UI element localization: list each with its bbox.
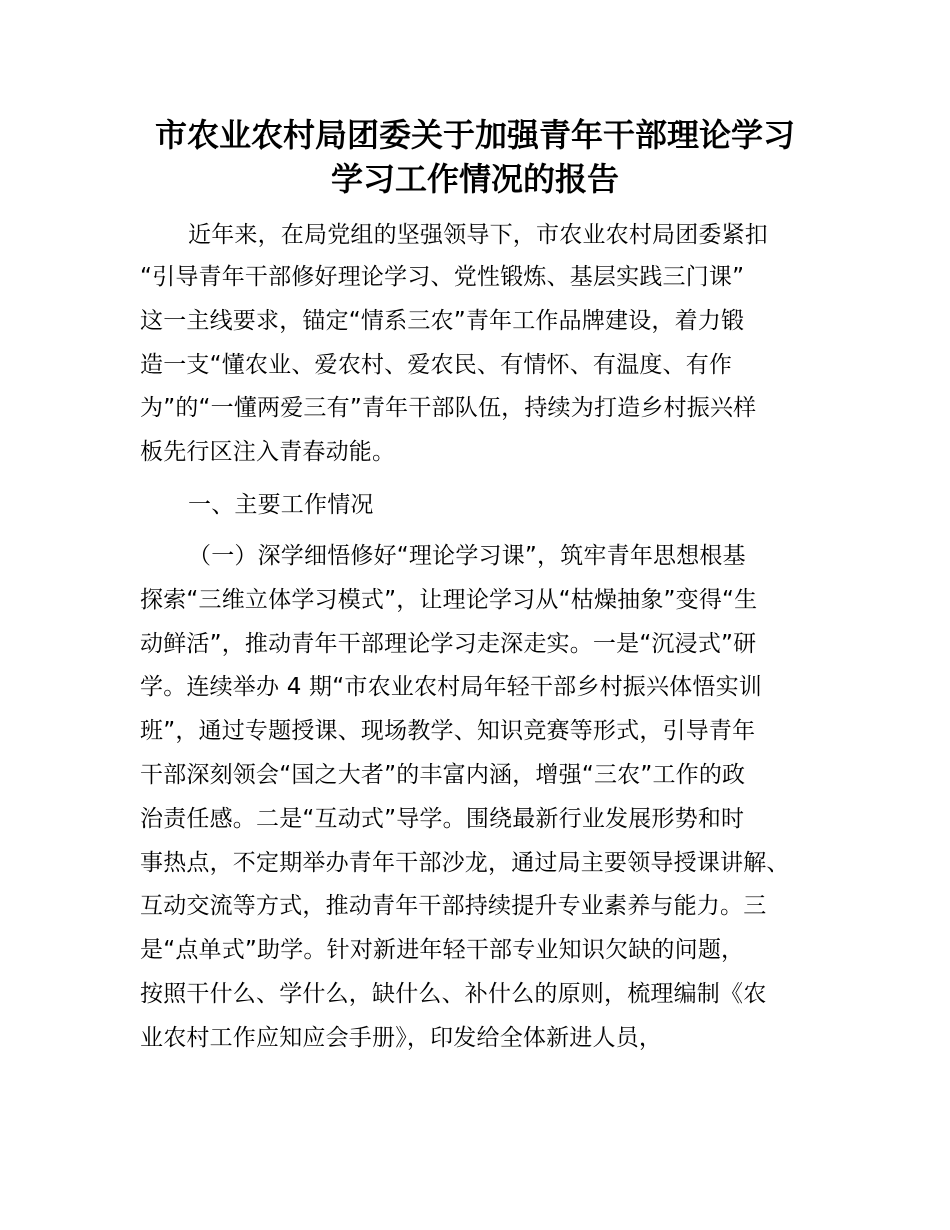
- intro-line-2: “引导青年干部修好理论学习、党性锻炼、基层实践三门课”: [140, 264, 745, 290]
- sub1-line-1: （一）深学细悟修好“理论学习课”，筑牢青年思想根基: [188, 543, 746, 569]
- sub1-line-11: 按照干什么、学什么，缺什么、补什么的原则，梳理编制《农: [140, 981, 767, 1007]
- sub1-line-12: 业农村工作应知应会手册》，印发给全体新进人员，: [140, 1025, 663, 1051]
- intro-line-3: 这一主线要求，锚定“情系三农”青年工作品牌建设，着力锻: [140, 308, 745, 334]
- section-heading: 一、主要工作情况: [188, 492, 374, 518]
- sub1-line-3: 动鲜活”，推动青年干部理论学习走深走实。一是“沉浸式”研: [140, 631, 757, 657]
- sub1-line-2: 探索“三维立体学习模式”，让理论学习从“枯燥抽象”变得“生: [140, 587, 758, 613]
- sub1-line-6: 干部深刻领会“国之大者”的丰富内涵，增强“三农”工作的政: [140, 762, 746, 788]
- sub1-line-5: 班”，通过专题授课、现场教学、知识竞赛等形式，引导青年: [140, 718, 756, 744]
- document-title-line-2: 学习工作情况的报告: [330, 160, 619, 198]
- sub1-line-8: 事热点，不定期举办青年干部沙龙，通过局主要领导授课讲解、: [140, 850, 790, 876]
- intro-line-6: 板先行区注入青春动能。: [140, 439, 396, 465]
- sub1-line-4: 学。连续举办 4 期“市农业农村局年轻干部乡村振兴体悟实训: [140, 674, 762, 700]
- intro-line-5: 为”的“一懂两爱三有”青年干部队伍，持续为打造乡村振兴样: [140, 395, 757, 421]
- sub1-line-10: 是“点单式”助学。针对新进年轻干部专业知识欠缺的问题，: [140, 937, 745, 963]
- sub1-line-7: 治责任感。二是“互动式”导学。围绕最新行业发展形势和时: [140, 806, 745, 832]
- intro-line-1: 近年来，在局党组的坚强领导下，市农业农村局团委紧扣: [188, 222, 768, 248]
- sub1-line-9: 互动交流等方式，推动青年干部持续提升专业素养与能力。三: [140, 893, 767, 919]
- document-title-line-1: 市农业农村局团委关于加强青年干部理论学习: [154, 116, 795, 154]
- intro-line-4: 造一支“懂农业、爱农村、爱农民、有情怀、有温度、有作: [140, 352, 733, 378]
